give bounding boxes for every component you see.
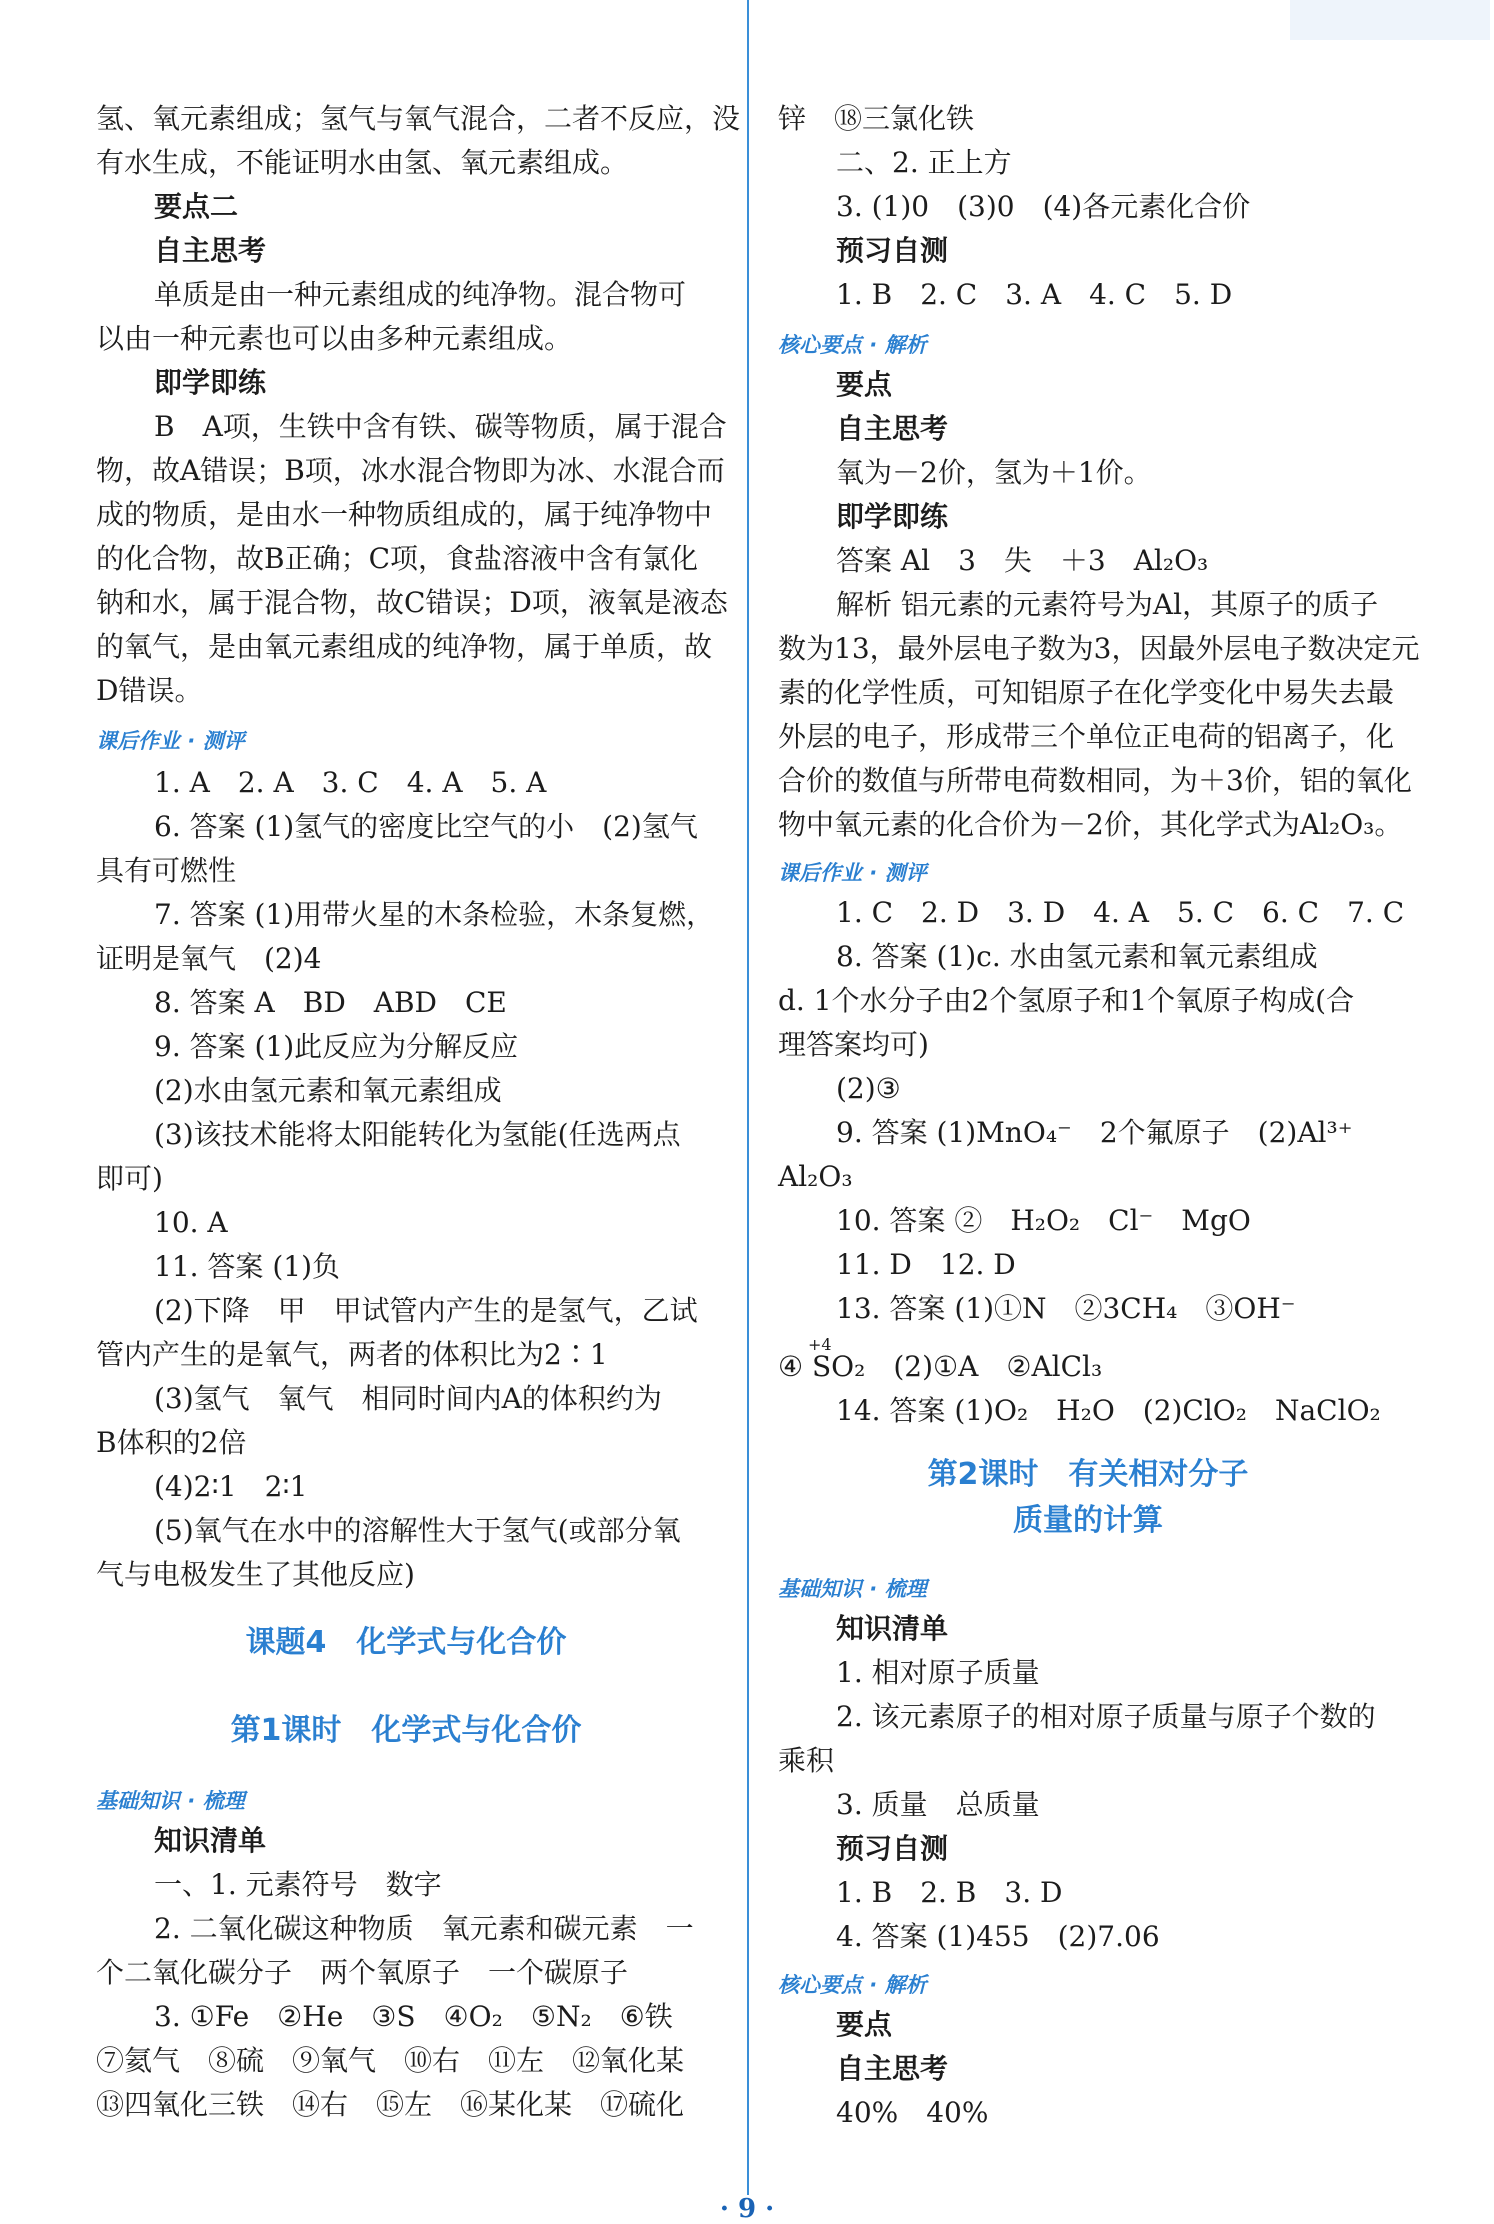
text-line: 具有可燃性 bbox=[96, 854, 237, 887]
paragraph-start: 1. 相对原子质量 bbox=[836, 1656, 1040, 1689]
text-line: 物，故A错误；B项，冰水混合物即为冰、水混合而 bbox=[96, 454, 725, 487]
text-line: 气与电极发生了其他反应) bbox=[96, 1558, 415, 1591]
text-line: 的化合物，故B正确；C项，食盐溶液中含有氯化 bbox=[96, 542, 699, 575]
paragraph-start: (3)氢气 氧气 相同时间内A的体积约为 bbox=[154, 1382, 662, 1415]
text-line: d. 1个水分子由2个氢原子和1个氧原子构成(合 bbox=[778, 984, 1355, 1017]
paragraph-start: 1. B 2. C 3. A 4. C 5. D bbox=[836, 278, 1233, 311]
paragraph-start: 13. 答案 (1)①N ②3CH₄ ③OH⁻ bbox=[836, 1292, 1296, 1325]
subheading: 要点 bbox=[836, 2008, 893, 2041]
paragraph-start: (2)下降 甲 甲试管内产生的是氢气，乙试 bbox=[154, 1294, 698, 1327]
text-line: 合价的数值与所带电荷数相同，为＋3价，铝的氧化 bbox=[778, 764, 1412, 797]
paragraph-start: 7. 答案 (1)用带火星的木条检验，木条复燃， bbox=[154, 898, 715, 931]
paragraph-start: 8. 答案 (1)c. 水由氢元素和氧元素组成 bbox=[836, 940, 1318, 973]
section-label: 核心要点 · 解析 bbox=[778, 333, 927, 357]
subheading: 自主思考 bbox=[154, 234, 267, 267]
section-label: 课后作业 · 测评 bbox=[778, 861, 927, 885]
subheading: 知识清单 bbox=[154, 1824, 267, 1857]
scan-mark bbox=[1290, 0, 1490, 40]
subheading: 预习自测 bbox=[836, 234, 949, 267]
paragraph-start: (4)2∶1 2∶1 bbox=[154, 1470, 308, 1503]
text-line: 证明是氧气 (2)4 bbox=[96, 942, 322, 975]
paragraph-start: 氧为－2价，氢为＋1价。 bbox=[836, 456, 1152, 489]
text-line: 外层的电子，形成带三个单位正电荷的铝离子，化 bbox=[778, 720, 1395, 753]
text-line: 管内产生的是氧气，两者的体积比为2∶1 bbox=[96, 1338, 608, 1371]
paragraph-start: 3. (1)0 (3)0 (4)各元素化合价 bbox=[836, 190, 1251, 223]
section-label: 核心要点 · 解析 bbox=[778, 1973, 927, 1997]
paragraph-start: 答案 Al 3 失 ＋3 Al₂O₃ bbox=[836, 544, 1209, 577]
text-line: 数为13，最外层电子数为3，因最外层电子数决定元 bbox=[778, 632, 1420, 665]
paragraph-start: B A项，生铁中含有铁、碳等物质，属于混合 bbox=[154, 410, 727, 443]
text-line: ⑬四氧化三铁 ⑭右 ⑮左 ⑯某化某 ⑰硫化 bbox=[96, 2088, 685, 2121]
text-line: 有水生成，不能证明水由氢、氧元素组成。 bbox=[96, 146, 629, 179]
text-line: Al₂O₃ bbox=[778, 1160, 853, 1193]
text-line: 素的化学性质，可知铝原子在化学变化中易失去最 bbox=[778, 676, 1395, 709]
text-line: ⑦氦气 ⑧硫 ⑨氧气 ⑩右 ⑪左 ⑫氧化某 bbox=[96, 2044, 685, 2077]
text-line: 乘积 bbox=[778, 1744, 835, 1777]
paragraph-start: 40% 40% bbox=[836, 2096, 989, 2129]
paragraph-start: 14. 答案 (1)O₂ H₂O (2)ClO₂ NaClO₂ bbox=[836, 1394, 1381, 1427]
text-line: D错误。 bbox=[96, 674, 203, 707]
paragraph-start: 3. ①Fe ②He ③S ④O₂ ⑤N₂ ⑥铁 bbox=[154, 2000, 673, 2033]
paragraph-start: (3)该技术能将太阳能转化为氢能(任选两点 bbox=[154, 1118, 681, 1151]
paragraph-start: 2. 该元素原子的相对原子质量与原子个数的 bbox=[836, 1700, 1376, 1733]
text-line: 个二氧化碳分子 两个氧原子 一个碳原子 bbox=[96, 1956, 629, 1989]
paragraph-start: 一、1. 元素符号 数字 bbox=[154, 1868, 442, 1901]
text-line: ④ SO₂ (2)①A ②AlCl₃ bbox=[778, 1350, 1103, 1383]
subheading: 即学即练 bbox=[154, 366, 267, 399]
paragraph-start: 1. B 2. B 3. D bbox=[836, 1876, 1063, 1909]
subheading: 要点二 bbox=[154, 190, 239, 223]
text-line: 的氧气，是由氧元素组成的纯净物，属于单质，故 bbox=[96, 630, 713, 663]
paragraph-start: 4. 答案 (1)455 (2)7.06 bbox=[836, 1920, 1160, 1953]
paragraph-start: 10. 答案 ② H₂O₂ Cl⁻ MgO bbox=[836, 1204, 1251, 1237]
lesson-title: 课题4 化学式与化合价 bbox=[245, 1625, 567, 1660]
subheading: 自主思考 bbox=[836, 2052, 949, 2085]
section-label: 基础知识 · 梳理 bbox=[96, 1789, 245, 1813]
lesson-title: 第1课时 化学式与化合价 bbox=[230, 1713, 582, 1748]
paragraph-start: (2)水由氢元素和氧元素组成 bbox=[154, 1074, 502, 1107]
text-line: B体积的2倍 bbox=[96, 1426, 247, 1459]
paragraph-start: 解析 铝元素的元素符号为Al，其原子的质子 bbox=[836, 588, 1379, 621]
paragraph-start: 1. A 2. A 3. C 4. A 5. A bbox=[154, 766, 547, 799]
oxidation-state-label: +4 bbox=[808, 1335, 832, 1354]
text-line: 锌 ⑱三氯化铁 bbox=[778, 102, 975, 135]
paragraph-start: (5)氧气在水中的溶解性大于氢气(或部分氧 bbox=[154, 1514, 681, 1547]
text-line: 以由一种元素也可以由多种元素组成。 bbox=[96, 322, 573, 355]
text-line: 钠和水，属于混合物，故C错误；D项，液氧是液态 bbox=[96, 586, 728, 619]
paragraph-start: 二、2. 正上方 bbox=[836, 146, 1012, 179]
subheading: 要点 bbox=[836, 368, 893, 401]
lesson-title: 第2课时 有关相对分子 bbox=[927, 1457, 1249, 1492]
paragraph-start: (2)③ bbox=[836, 1072, 901, 1105]
section-label: 课后作业 · 测评 bbox=[96, 729, 245, 753]
section-label: 基础知识 · 梳理 bbox=[778, 1577, 927, 1601]
text-line: 即可) bbox=[96, 1162, 163, 1195]
paragraph-start: 3. 质量 总质量 bbox=[836, 1788, 1040, 1821]
paragraph-start: 10. A bbox=[154, 1206, 228, 1239]
subheading: 自主思考 bbox=[836, 412, 949, 445]
subheading: 即学即练 bbox=[836, 500, 949, 533]
paragraph-start: 9. 答案 (1)MnO₄⁻ 2个氟原子 (2)Al³⁺ bbox=[836, 1116, 1353, 1149]
paragraph-start: 8. 答案 A BD ABD CE bbox=[154, 986, 507, 1019]
subheading: 预习自测 bbox=[836, 1832, 949, 1865]
paragraph-start: 2. 二氧化碳这种物质 氧元素和碳元素 一 bbox=[154, 1912, 694, 1945]
text-line: 物中氧元素的化合价为－2价，其化学式为Al₂O₃。 bbox=[778, 808, 1403, 841]
text-line: 成的物质，是由水一种物质组成的，属于纯净物中 bbox=[96, 498, 713, 531]
text-line: 氢、氧元素组成；氢气与氧气混合，二者不反应，没 bbox=[96, 102, 741, 135]
page-number: · 9 · bbox=[719, 2194, 775, 2224]
paragraph-start: 6. 答案 (1)氢气的密度比空气的小 (2)氢气 bbox=[154, 810, 698, 843]
paragraph-start: 1. C 2. D 3. D 4. A 5. C 6. C 7. C bbox=[836, 896, 1405, 929]
column-divider bbox=[747, 0, 749, 2195]
paragraph-start: 9. 答案 (1)此反应为分解反应 bbox=[154, 1030, 519, 1063]
paragraph-start: 11. 答案 (1)负 bbox=[154, 1250, 340, 1283]
text-line: 理答案均可) bbox=[778, 1028, 929, 1061]
paragraph-start: 单质是由一种元素组成的纯净物。混合物可 bbox=[154, 278, 687, 311]
lesson-title: 质量的计算 bbox=[1013, 1503, 1163, 1538]
paragraph-start: 11. D 12. D bbox=[836, 1248, 1016, 1281]
subheading: 知识清单 bbox=[836, 1612, 949, 1645]
